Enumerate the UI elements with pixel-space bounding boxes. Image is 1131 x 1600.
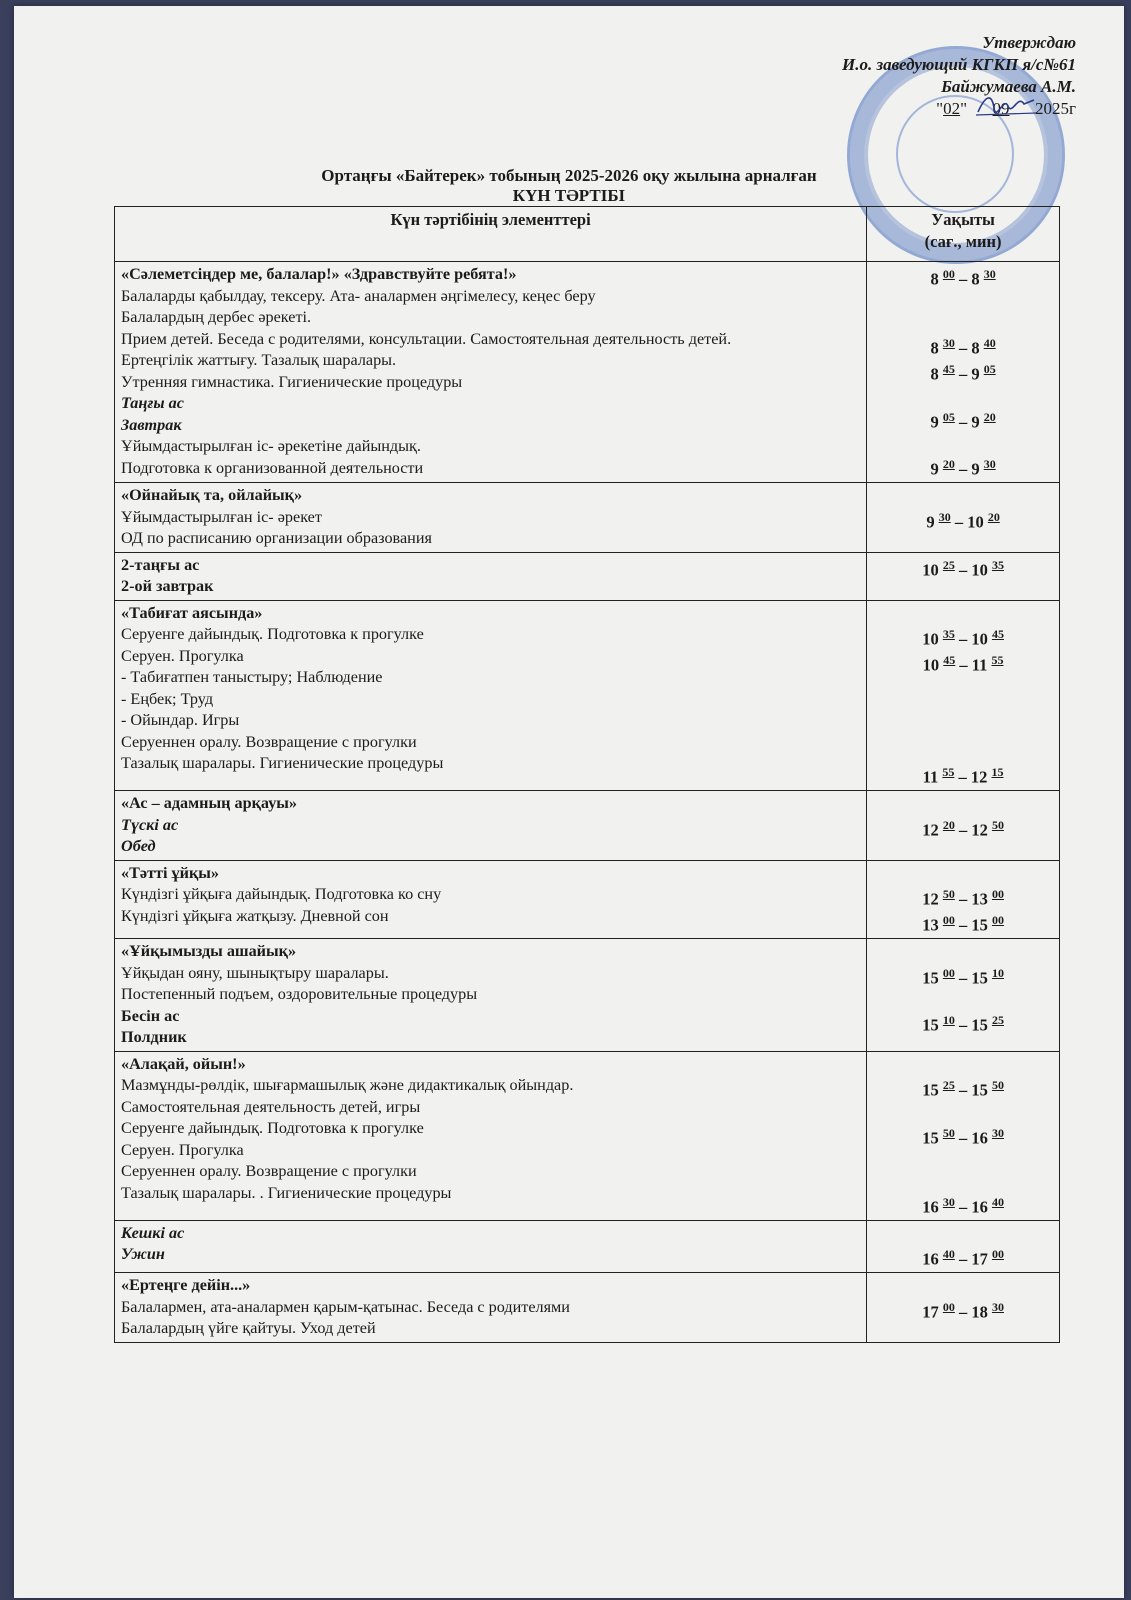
time-range [873,385,1053,407]
time-range: 15 $^{25}$ – 15 $^{50}$ [922,1078,1004,1100]
schedule-time-cell [867,1051,1060,1220]
schedule-row [115,1220,1060,1273]
schedule-time-cell [867,1220,1060,1273]
time-range: 12 $^{20}$ – 12 $^{50}$ [922,817,1004,839]
activity-line: Тазалық шаралары. Гигиенические процедуры [121,754,444,772]
time-range: 17 $^{00}$ – 18 $^{30}$ [922,1299,1004,1321]
activity-line: Кешкі ас [121,1223,185,1242]
schedule-row [115,1273,1060,1343]
schedule-activity-cell [115,1220,867,1273]
time-range [873,603,1053,625]
activity-line: - Еңбек; Труд [121,689,214,708]
activity-line: Ұйымдастырылған іс- әрекет [121,507,322,526]
time-range [873,676,1053,698]
time-range: 11 $^{55}$ – 12 $^{15}$ [922,765,1004,787]
schedule-time-cell [867,262,1060,483]
schedule-row [115,552,1060,600]
schedule-row [115,262,1060,483]
schedule-activity-cell [115,860,867,939]
schedule-activity-cell [115,483,867,553]
table-header-row [115,207,1060,262]
activity-line: «Тәтті ұйқы» [121,863,220,882]
schedule-activity-cell [115,1273,867,1343]
activity-line: Серуенге дайындық. Подготовка к прогулке [121,625,424,643]
date-year: 2025г [1035,99,1076,118]
activity-line: Прием детей. Беседа с родителями, консультации. Самостоятельная деятельность детей. [121,329,732,348]
activity-line: Балалардың дербес әрекеті. [121,308,312,326]
activity-line: «Ойнайық та, ойлайық» [121,486,303,504]
activity-line: 2-ой завтрак [121,577,214,595]
approval-block [842,32,1076,120]
time-range [873,1223,1053,1245]
header-time: Уақыты (сағ., мин) [867,207,1060,262]
activity-line: Серуеннен оралу. Возвращение с прогулки [121,732,417,751]
activity-line: Серуен. Прогулка [121,646,244,665]
activity-line: Балалардың үйге қайтуы. Уход детей [121,1319,376,1337]
approval-date: "02" 09 2025г [936,99,1076,118]
time-range [873,1149,1053,1171]
time-range: 8 $^{00}$ – 8 $^{30}$ [930,267,996,289]
time-range: 9 $^{20}$ – 9 $^{30}$ [930,457,996,479]
schedule-time-cell [867,483,1060,553]
activity-line: Таңғы ас [121,394,184,412]
time-range [873,1275,1053,1297]
time-range: 9 $^{30}$ – 10 $^{20}$ [926,509,1000,531]
activity-line: 2-таңғы ас [121,555,200,574]
activity-line: Күндізгі ұйқыға жатқызу. Дневной сон [121,906,389,925]
activity-line: Түскі ас [121,815,179,834]
time-range [873,941,1053,963]
activity-line: «Ұйқымызды ашайық» [121,942,297,960]
activity-line: Ужин [121,1245,165,1263]
schedule-time-cell [867,1273,1060,1343]
activity-line: - Табиғатпен таныстыру; Наблюдение [121,668,383,686]
document-sheet [14,6,1124,1598]
schedule-activity-cell [115,939,867,1052]
activity-line: Серуен. Прогулка [121,1140,244,1159]
activity-line: Ұйымдастырылған іс- әрекетіне дайындық. [121,437,421,455]
time-range [873,989,1053,1011]
time-range [873,719,1053,741]
activity-line: Мазмұнды-рөлдік, шығармашылық және дидактикалық ойындар. [121,1076,574,1094]
activity-line: Утренняя гимнастика. Гигиенические процедуры [121,372,463,391]
signature [974,90,1038,118]
time-range [873,793,1053,815]
schedule-activity-cell [115,1051,867,1220]
activity-line: Тазалық шаралары. . Гигиенические процедуры [121,1183,452,1202]
schedule-row [115,483,1060,553]
daily-schedule-table [114,206,1060,1343]
activity-line: «Ас – адамның арқауы» [121,794,298,812]
schedule-activity-cell [115,791,867,861]
schedule-row [115,860,1060,939]
time-range: 8 $^{45}$ – 9 $^{05}$ [930,362,996,384]
document-title-line2: КҮН ТӘРТІБІ [512,186,626,205]
schedule-time-cell [867,939,1060,1052]
approval-line3: Байжумаева А.М. [941,77,1076,96]
time-range: 15 $^{10}$ – 15 $^{25}$ [922,1013,1004,1035]
time-range [873,290,1053,312]
time-range [873,698,1053,720]
time-range [873,1101,1053,1123]
activity-line: «Ертеңге дейін...» [121,1276,251,1294]
activity-line: Серуеннен оралу. Возвращение с прогулки [121,1162,417,1180]
activity-line: Полдник [121,1028,187,1046]
activity-line: ОД по расписанию организации образования [121,529,432,547]
time-range [873,433,1053,455]
schedule-activity-cell [115,262,867,483]
activity-line: Күндізгі ұйқыға дайындық. Подготовка ко сну [121,885,442,903]
schedule-activity-cell [115,600,867,791]
time-range: 16 $^{40}$ – 17 $^{00}$ [922,1247,1004,1269]
time-range: 15 $^{50}$ – 16 $^{30}$ [922,1125,1004,1147]
time-range: 10 $^{45}$ – 11 $^{55}$ [922,653,1004,675]
time-range [873,312,1053,334]
activity-line: Постепенный подъем, оздоровительные процедуры [121,985,478,1003]
date-day: 02 [943,99,961,118]
time-range: 13 $^{00}$ – 15 $^{00}$ [922,913,1004,935]
activity-line: Бесін ас [121,1006,180,1025]
activity-line: Балалармен, ата-аналармен қарым-қатынас. Беседа с родителями [121,1297,570,1316]
schedule-time-cell [867,552,1060,600]
approval-line2: И.о. заведующий КГКП я/с№61 [842,55,1076,74]
time-range: 8 $^{30}$ – 8 $^{40}$ [930,336,996,358]
activity-line: Самостоятельная деятельность детей, игры [121,1097,421,1116]
header-elements: Күн тәртібінің элементтері [115,207,867,262]
time-range: 10 $^{35}$ – 10 $^{45}$ [922,627,1004,649]
schedule-row [115,1051,1060,1220]
activity-line: «Сәлеметсіңдер ме, балалар!» «Здравствуйте ребята!» [121,265,517,283]
date-month: 09 [992,99,1010,118]
schedule-row [115,939,1060,1052]
time-range: 10 $^{25}$ – 10 $^{35}$ [922,557,1004,579]
time-range: 16 $^{30}$ – 16 $^{40}$ [922,1194,1004,1216]
schedule-time-cell [867,791,1060,861]
time-range: 12 $^{50}$ – 13 $^{00}$ [922,887,1004,909]
approval-line1: Утверждаю [982,33,1076,52]
time-range: 9 $^{05}$ – 9 $^{20}$ [930,409,996,431]
activity-line: Ұйқыдан ояну, шынықтыру шаралары. [121,963,389,982]
activity-line: «Алақай, ойын!» [121,1054,246,1073]
activity-line: Обед [121,837,156,855]
activity-line: Серуенге дайындық. Подготовка к прогулке [121,1119,424,1137]
time-range [873,1054,1053,1076]
time-range [873,741,1053,763]
time-range: 15 $^{00}$ – 15 $^{10}$ [922,965,1004,987]
activity-line: Ертеңгілік жаттығу. Тазалық шаралары. [121,351,397,369]
activity-line: Завтрак [121,415,182,434]
schedule-time-cell [867,860,1060,939]
activity-line: Подготовка к организованной деятельности [121,458,424,477]
time-range [873,863,1053,885]
activity-line: «Табиғат аясында» [121,603,263,622]
activity-line: Балаларды қабылдау, тексеру. Ата- аналармен әңгімелесу, кеңес беру [121,286,596,305]
activity-line: - Ойындар. Игры [121,711,240,729]
schedule-row [115,791,1060,861]
schedule-time-cell [867,600,1060,791]
document-title-line1: Ортаңғы «Байтерек» тобының 2025-2026 оқу жылына арналған [321,166,817,185]
time-range [873,485,1053,507]
time-range [873,1170,1053,1192]
schedule-activity-cell [115,552,867,600]
schedule-row [115,600,1060,791]
